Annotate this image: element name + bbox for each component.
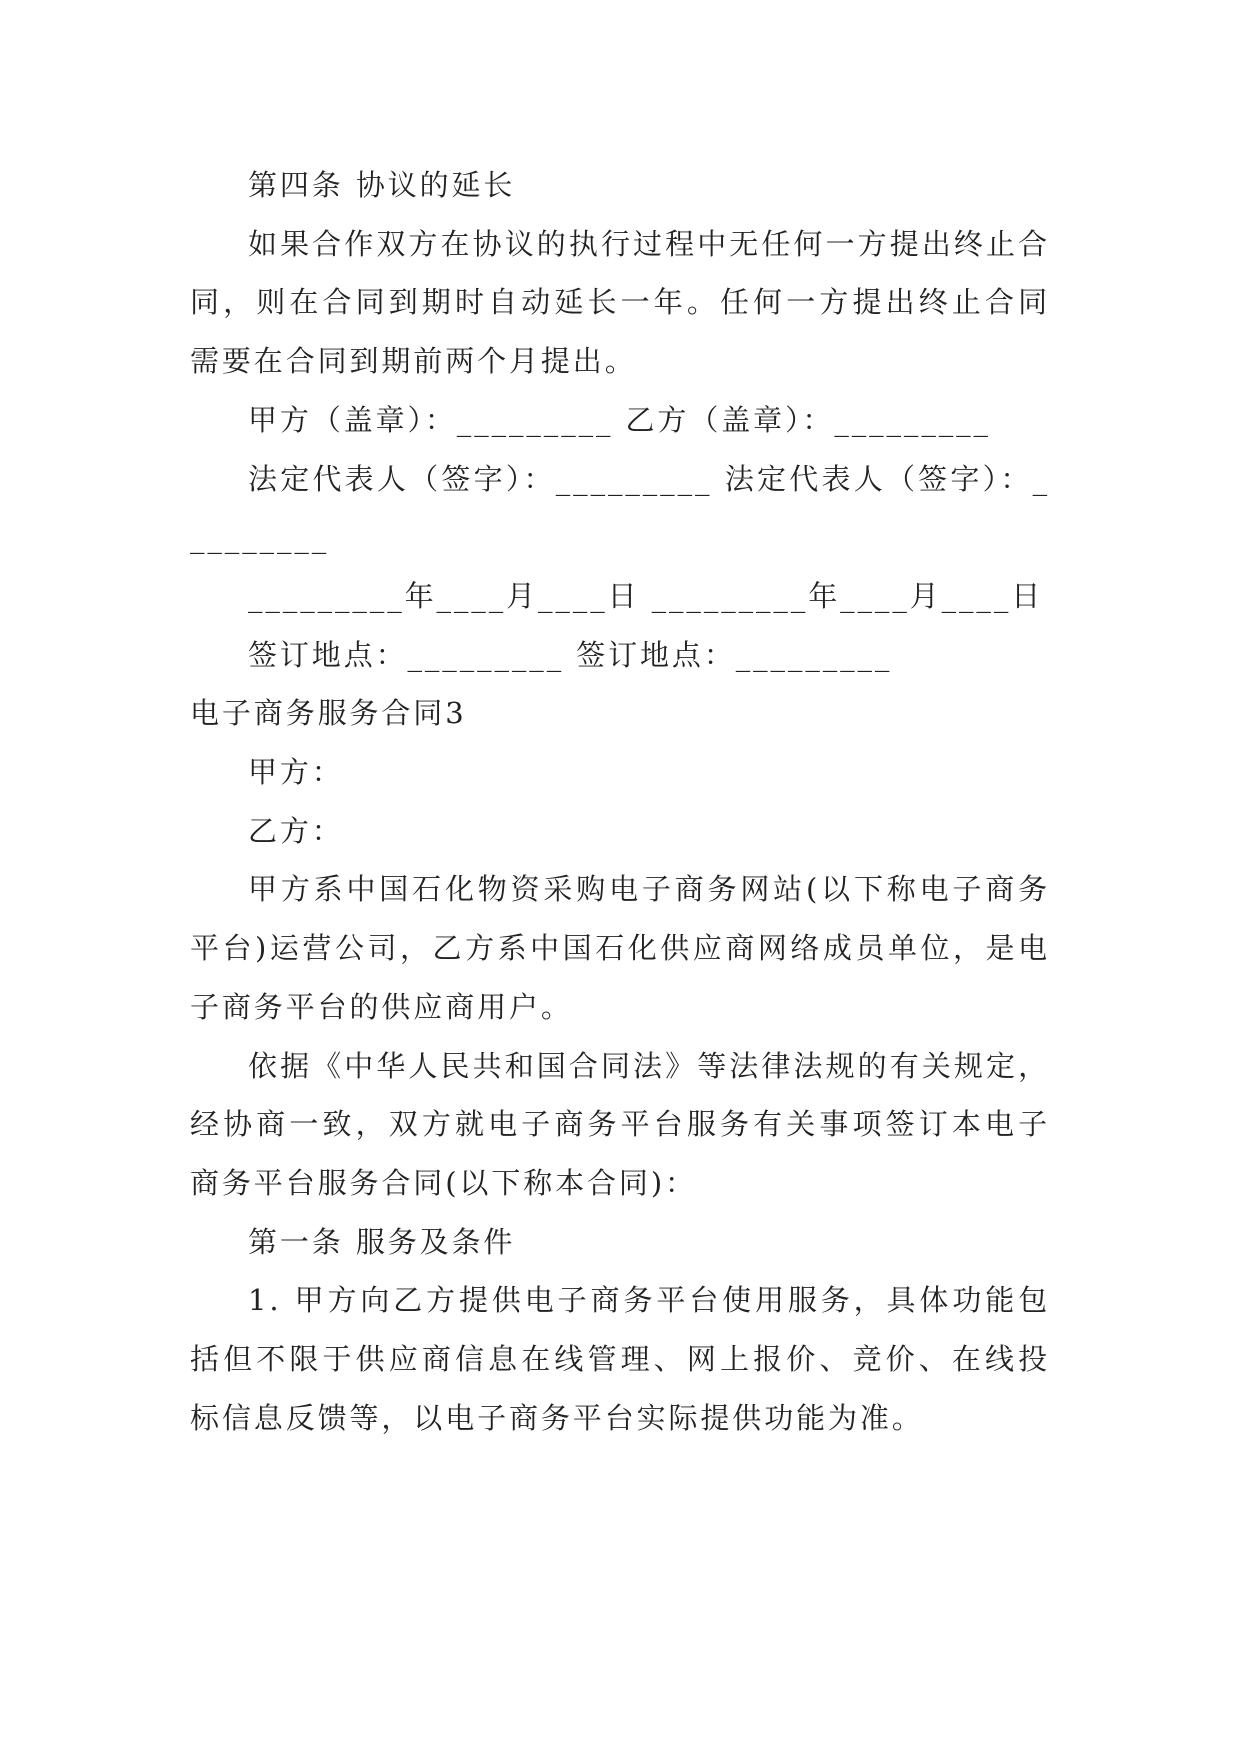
article-4-heading: 第四条 协议的延长 bbox=[248, 168, 516, 202]
contract-3-title: 电子商务服务合同3 bbox=[190, 696, 467, 731]
article-1-heading: 第一条 服务及条件 bbox=[248, 1224, 516, 1259]
parties-description: 甲方系中国石化物资采购电子商务网站(以下称电子商务平台)运营公司，乙方系中国石化供应商网络成员单位，是电子商务平台的供应商用户。 bbox=[190, 872, 1050, 1024]
legal-representative-line: 法定代表人（签字）：_________ 法定代表人（签字）：_________ bbox=[190, 461, 1050, 555]
signing-place-line: 签订地点：_________ 签订地点：_________ bbox=[248, 637, 893, 672]
legal-basis-paragraph: 依据《中华人民共和国合同法》等法律法规的有关规定，经协商一致，双方就电子商务平台服务有关事项签订本电子商务平台服务合同(以下称本合同)： bbox=[190, 1048, 1050, 1200]
date-line: _________年____月____日 _________年____月____日 bbox=[248, 578, 1044, 613]
party-b-line: 乙方： bbox=[248, 813, 344, 848]
document-body bbox=[190, 156, 1050, 1447]
article-1-clause-1: 1. 甲方向乙方提供电子商务平台使用服务，具体功能包括但不限于供应商信息在线管理、网上报价、竞价、在线投标信息反馈等，以电子商务平台实际提供功能为准。 bbox=[190, 1283, 1050, 1435]
party-a-line: 甲方： bbox=[248, 755, 344, 790]
article-4-body: 如果合作双方在协议的执行过程中无任何一方提出终止合同，则在合同到期时自动延长一年。任何一方提出终止合同需要在合同到期前两个月提出。 bbox=[190, 226, 1050, 379]
party-seal-line: 甲方（盖章）：_________ 乙方（盖章）：_________ bbox=[248, 402, 991, 437]
